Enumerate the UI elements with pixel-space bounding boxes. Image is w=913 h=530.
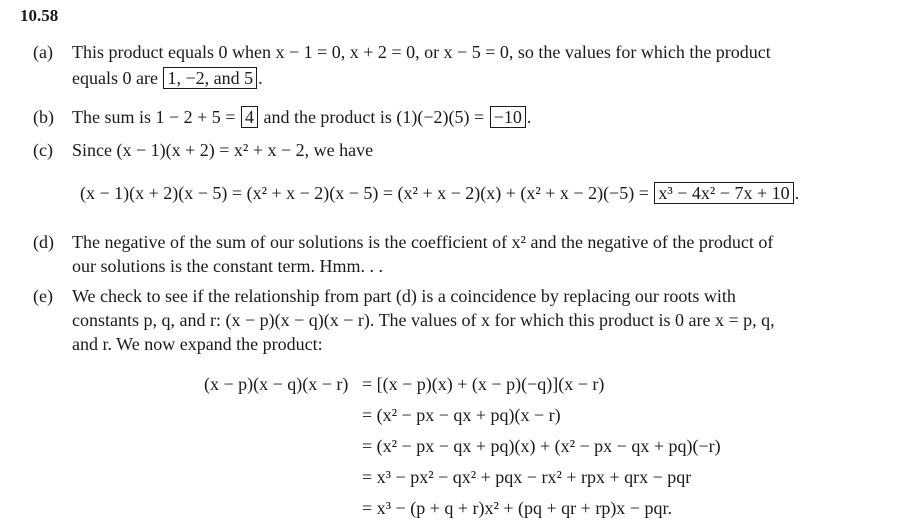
part-a-line2-suffix: . — [258, 68, 263, 88]
part-e-line1: We check to see if the relationship from part (d) is a coincidence by replacing our roots with — [72, 286, 736, 306]
part-c-expansion: (x − 1)(x + 2)(x − 5) = (x² + x − 2)(x − 5) = (x² + x − 2)(x) + (x² + x − 2)(−5) = — [80, 183, 649, 203]
part-d-label: (d) — [33, 232, 54, 252]
part-b-product-answer-box: −10 — [490, 106, 526, 128]
part-b-line — [72, 107, 531, 128]
part-e-step: = x³ − (p + q + r)x² + (pq + qr + rp)x − pqr. — [362, 498, 672, 518]
part-a-line1: This product equals 0 when x − 1 = 0, x + 2 = 0, or x − 5 = 0, so the values for which the product — [72, 42, 771, 62]
part-c-suffix: . — [794, 183, 800, 203]
part-c-answer-box: x³ − 4x² − 7x + 10 — [654, 182, 793, 204]
part-b-middle: and the product is (1)(−2)(5) = — [263, 107, 485, 127]
part-a-answer-box: 1, −2, and 5 — [163, 67, 257, 89]
part-e-line2: constants p, q, and r: (x − p)(x − q)(x − r). The values of x for which this product is 0 are x = p, q, — [72, 310, 775, 330]
part-c-label: (c) — [33, 140, 53, 160]
part-b-prefix: The sum is 1 − 2 + 5 = — [72, 107, 236, 127]
part-e-label: (e) — [33, 286, 53, 306]
problem-number: 10.58 — [20, 6, 59, 25]
part-a-line2-prefix: equals 0 are — [72, 68, 158, 88]
part-c-expansion-line — [80, 183, 799, 204]
part-e-step: = x³ − px² − qx² + pqx − rx² + rpx + qrx − pqr — [362, 467, 692, 487]
part-a-line2 — [72, 68, 263, 89]
part-d-line2: our solutions is the constant term. Hmm. . . — [72, 256, 383, 276]
part-e-step: = (x² − px − qx + pq)(x) + (x² − px − qx + pq)(−r) — [362, 436, 721, 456]
part-e-line3: and r. We now expand the product: — [72, 334, 323, 354]
part-d-line1: The negative of the sum of our solutions is the coefficient of x² and the negative of the product of — [72, 232, 774, 252]
part-b-label: (b) — [33, 107, 54, 127]
part-e-lhs: (x − p)(x − q)(x − r) — [204, 374, 349, 394]
part-e-step: = [(x − p)(x) + (x − p)(−q)](x − r) — [362, 374, 605, 394]
part-a-label: (a) — [33, 42, 53, 62]
part-b-sum-answer-box: 4 — [241, 106, 258, 128]
part-b-suffix: . — [526, 107, 532, 127]
part-c-line1: Since (x − 1)(x + 2) = x² + x − 2, we have — [72, 140, 374, 160]
part-e-step: = (x² − px − qx + pq)(x − r) — [362, 405, 561, 425]
